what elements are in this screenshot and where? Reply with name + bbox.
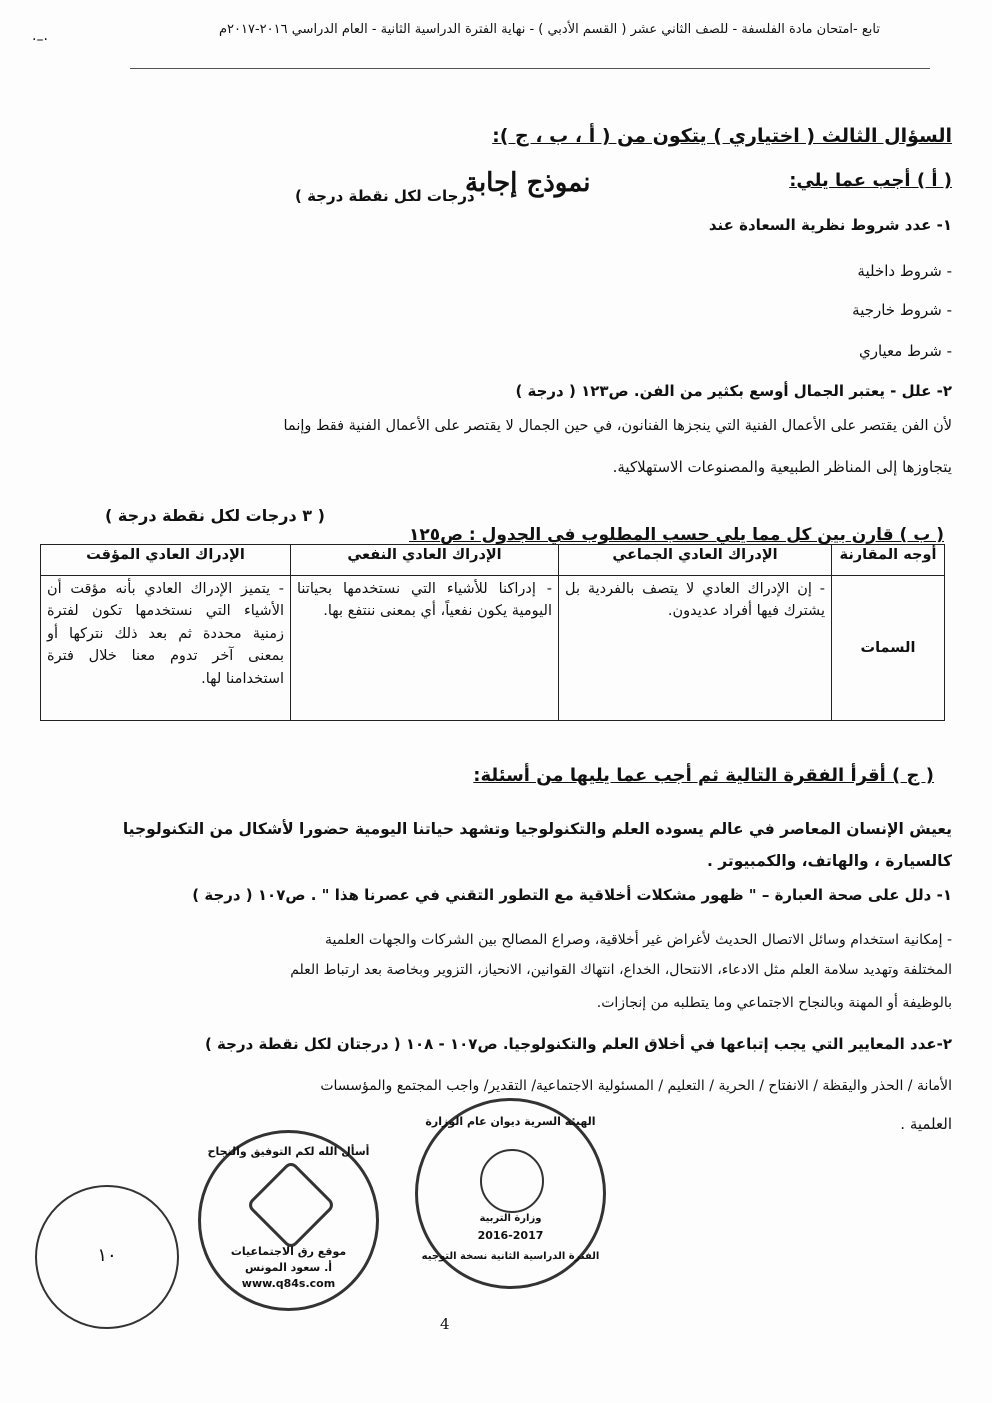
website-stamp [198, 1130, 379, 1311]
table-header: أوجه المقارنة [832, 545, 945, 576]
item-1-answer-2: - شروط خارجية [852, 301, 952, 319]
logo-icon [246, 1160, 337, 1251]
part-b-label: ( ب ) قارن بين كل مما يلي حسب المطلوب في الجدول : ص١٢٥ [408, 525, 944, 545]
table-header: الإدراك العادي النفعي [291, 545, 559, 576]
item-1-question: ١- عدد شروط نظرية السعادة عند [708, 216, 952, 234]
table-header-row [41, 545, 945, 576]
part-c-item-2-question: ٢-عدد المعايير التي يجب إتباعها في أخلاق العلم والتكنولوجيا. ص١٠٧ - ١٠٨ ( درجتان لكل نقطة درجة ) [204, 1035, 952, 1053]
stamp-left-line2: أ. سعود المونس [244, 1261, 333, 1274]
table-cell: - إن الإدراك العادي لا يتصف بالفردية بل يشترك فيها أفراد عديدون. [559, 576, 832, 721]
part-c-paragraph-1: يعيش الإنسان المعاصر في عالم يسوده العلم والتكنولوجيا وتشهد حياتنا اليومية حضورا لأشكال من التكنولوجيا [122, 820, 952, 838]
part-b-marks: ( ٣ درجات لكل نقطة درجة ) [105, 506, 325, 525]
header-divider [130, 68, 930, 69]
stamp-left-top-text: أسأل الله لكم التوفيق والنجاح [207, 1145, 370, 1158]
table-row [41, 576, 945, 721]
part-c-paragraph-2: كالسيارة ، والهاتف، والكمبيوتر . [706, 852, 952, 870]
score-value: ١٠ [97, 1245, 117, 1266]
item-1-answer-1: - شروط داخلية [857, 262, 952, 280]
stamp-right-year: 2016-2017 [477, 1229, 544, 1242]
table-header: الإدراك العادي الجماعي [559, 545, 832, 576]
part-c-item-2-answer-line2: العلمية . [900, 1115, 952, 1133]
stamp-right-top-text: الهيئة السرية ديوان عام الوزارة [425, 1115, 596, 1128]
stamp-right-bottom-text: الفترة الدراسية الثانية نسخة التوجيه [421, 1251, 600, 1262]
table-cell: - يتميز الإدراك العادي بأنه مؤقت أن الأشياء التي نستخدمها تكون لفترة زمنية محددة ثم بعد ذلك نتركها أو بمعنى آخر تدوم معنا خلال فترة استخدامنا لها. [41, 576, 291, 721]
stamp-right-ministry: وزارة التربية [479, 1213, 542, 1224]
model-answer-handwritten: نموذج إجابة [465, 168, 591, 198]
item-1-answer-3: - شرط معياري [858, 342, 952, 360]
part-c-item-1-answer-line3: بالوظيفة أو المهنة وبالنجاح الاجتماعي وما يتطلبه من إنجازات. [596, 995, 952, 1011]
part-a-label: ( أ ) أجب عما يلي: [789, 170, 952, 191]
emblem-icon [480, 1149, 544, 1213]
part-a-marks: درجات لكل نقطة درجة ) [295, 187, 475, 205]
exam-header: تابع -امتحان مادة الفلسفة - للصف الثاني عشر ( القسم الأدبي ) - نهاية الفترة الدراسية الثانية - العام الدراسي ٢٠١٦-٢٠١٧م [218, 22, 880, 37]
table-cell: - إدراكنا للأشياء التي نستخدمها بحياتنا اليومية يكون نفعياً، أي بمعنى ننتفع بها. [291, 576, 559, 721]
item-2-answer-line2: يتجاوزها إلى المناظر الطبيعية والمصنوعات الاستهلاكية. [612, 458, 952, 476]
part-c-item-1-answer-line2: المختلفة وتهديد سلامة العلم مثل الادعاء، الانتحال، الخداع، انتهاك القوانين، الانحياز، التزوير وبخاصة بعد ارتباط العلم [290, 962, 952, 978]
table-row-label: السمات [832, 576, 945, 721]
table-header: الإدراك العادي المؤقت [41, 545, 291, 576]
item-2-answer-line1: لأن الفن يقتصر على الأعمال الفنية التي ينجزها الفنانون، في حين الجمال لا يقتصر على الأعمال الفنية فقط وإنما [283, 418, 952, 434]
stamp-left-line1: موقع رق الاجتماعيات [230, 1245, 347, 1258]
question-title: السؤال الثالث ( اختياري ) يتكون من ( أ ، ب ، ج ): [492, 125, 952, 147]
corner-dots: ·–· [32, 32, 48, 48]
score-circle [35, 1185, 179, 1329]
part-c-item-1-question: ١- دلل على صحة العبارة – " ظهور مشكلات أخلاقية مع التطور التقني في عصرنا هذا " . ص١٠٧ ( درجة ) [192, 886, 952, 904]
part-c-item-1-answer-line1: - إمكانية استخدام وسائل الاتصال الحديث لأغراض غير أخلاقية، وصراع المصالح بين الشركات والجهات العلمية [325, 932, 952, 948]
comparison-table [40, 544, 945, 721]
ministry-stamp [415, 1098, 606, 1289]
stamp-left-url: www.q84s.com [241, 1277, 336, 1290]
part-c-item-2-answer-line1: الأمانة / الحذر واليقظة / الانفتاح / الحرية / التعليم / المسئولية الاجتماعية/ التقدير/ واجب المجتمع والمؤسسات [320, 1078, 952, 1094]
item-2-question: ٢- علل - يعتبر الجمال أوسع بكثير من الفن. ص١٢٣ ( درجة ) [515, 382, 952, 400]
part-c-label: ( ج ) أقرأ الفقرة التالية ثم أجب عما يليها من أسئلة: [473, 765, 934, 786]
page-number: 4 [440, 1315, 450, 1333]
